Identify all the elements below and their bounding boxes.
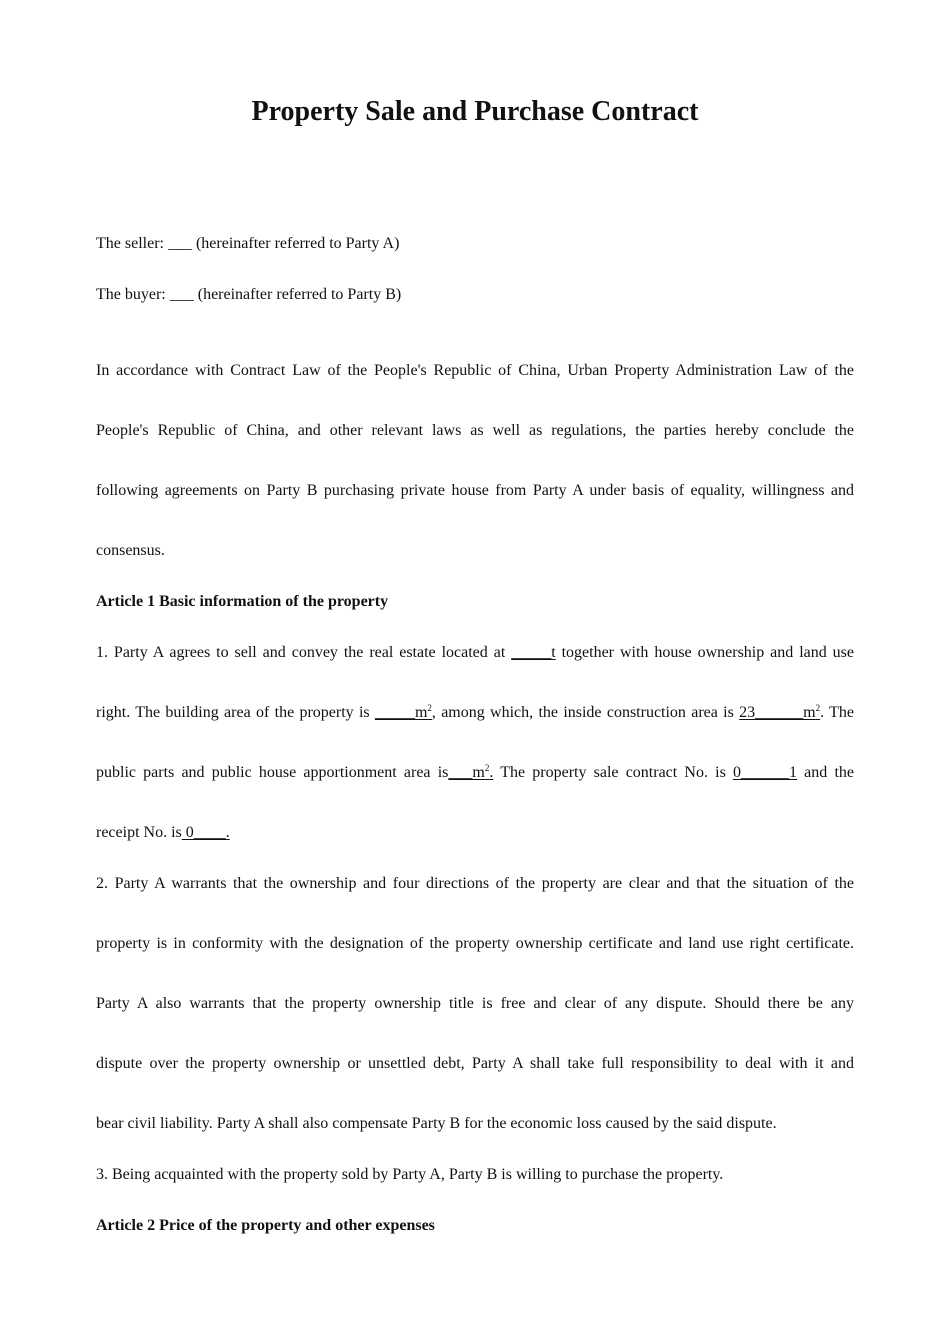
blank-text: 23______m: [739, 704, 816, 721]
article-1-item-2-line-4: dispute over the property ownership or unsettled debt, Party A shall take full responsibility to deal with it and: [96, 1055, 854, 1072]
article-1-item-1-line-4: [96, 823, 854, 843]
address-blank: _____t: [511, 644, 556, 661]
article-1-item-1-line-2: [96, 703, 854, 723]
text-segment: public parts and public house apportionment area is: [96, 764, 449, 781]
text-segment: together with house ownership and land use: [555, 644, 855, 661]
article-1-item-2-line-3: Party A also warrants that the property ownership title is free and clear of any dispute. Should there be any: [96, 995, 854, 1012]
intro-line-4: consensus.: [96, 542, 165, 559]
intro-line-1: In accordance with Contract Law of the People's Republic of China, Urban Property Administration Law of the: [96, 362, 854, 379]
receipt-number-blank: 0____.: [181, 824, 230, 841]
blank-text: ___m: [448, 764, 485, 781]
article-1-item-2-line-5: bear civil liability. Party A shall also compensate Party B for the economic loss caused by the said dispute.: [96, 1115, 777, 1132]
text-segment: right. The building area of the property is: [96, 704, 375, 721]
article-1-item-2-line-2: property is in conformity with the designation of the property ownership certificate and land use right certificate.: [96, 935, 854, 952]
buyer-line: The buyer: ___ (hereinafter referred to Party B): [96, 286, 402, 303]
text-segment: 1. Party A agrees to sell and convey the real estate located at: [96, 644, 512, 661]
text-segment: receipt No. is: [96, 824, 182, 841]
superscript: 2: [815, 703, 821, 713]
article-1-item-2-line-1: 2. Party A warrants that the ownership and four directions of the property are clear and that the situation of the: [96, 875, 854, 892]
intro-line-2: People's Republic of China, and other relevant laws as well as regulations, the parties hereby conclude the: [96, 422, 854, 439]
building-area-blank: [375, 704, 432, 721]
text-segment: , among which, the inside construction area is: [431, 704, 740, 721]
document-title: Property Sale and Purchase Contract: [251, 96, 699, 127]
text-segment: . The: [820, 704, 854, 721]
text-segment: and the: [796, 764, 854, 781]
article-1-heading: Article 1 Basic information of the property: [96, 593, 389, 610]
text-segment: The property sale contract No. is: [493, 764, 733, 781]
public-area-blank: [448, 764, 493, 781]
contract-number-blank: 0______1: [732, 764, 797, 781]
article-1-item-3: 3. Being acquainted with the property sold by Party A, Party B is willing to purchase the property.: [96, 1166, 724, 1183]
article-2-heading: Article 2 Price of the property and other expenses: [96, 1217, 435, 1234]
article-1-item-1-line-3: [96, 763, 854, 783]
superscript: 2: [484, 763, 490, 773]
blank-text: _____m: [374, 704, 428, 721]
article-1-item-1-line-1: [96, 643, 854, 663]
blank-text: .: [489, 764, 494, 781]
intro-line-3: following agreements on Party B purchasing private house from Party A under basis of equality, willingness and: [96, 482, 854, 499]
seller-line: The seller: ___ (hereinafter referred to Party A): [96, 235, 400, 252]
inside-area-blank: [739, 704, 820, 721]
superscript: 2: [427, 703, 432, 713]
